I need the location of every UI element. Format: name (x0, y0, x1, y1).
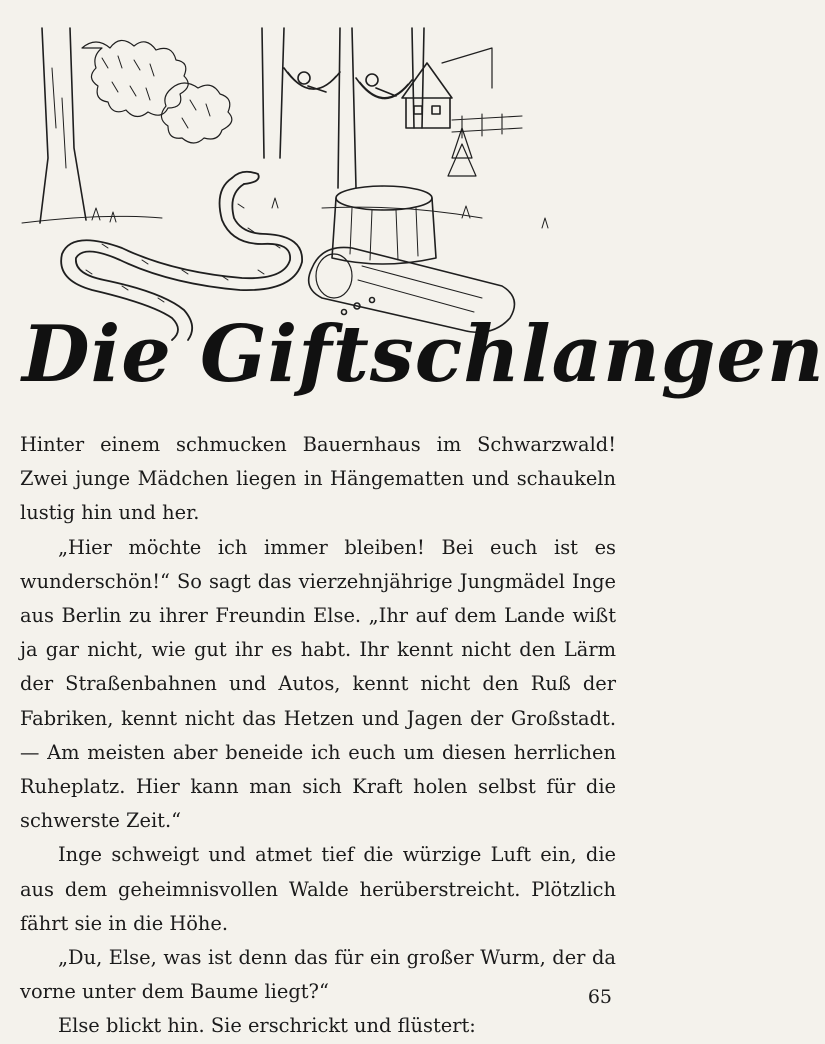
story-text (20, 428, 616, 1044)
paragraph: Else blickt hin. Sie erschrickt und flüstert: (58, 1014, 476, 1038)
story-title: Die Giftschlangen (22, 309, 825, 400)
forest-snake-illustration (22, 8, 582, 340)
paragraph: Hinter einem schmucken Bauernhaus im Schwarzwald! Zwei junge Mädchen liegen in Hängematten und schaukeln lustig hin und her. (20, 433, 616, 525)
paragraph: „Hier möchte ich immer bleiben! Bei euch ist es wunderschön!“ So sagt das vierzehnjährige Jungmädel Inge aus Berlin zu ihrer Freundin Else. „Ihr auf dem Lande wißt ja gar nicht, wie gut ihr es habt. Ihr kennt nicht den Lärm der Straßenbahnen und Autos, kennt nicht den Ruß der Fabriken, kennt nicht das Hetzen und Jagen der Großstadt. — Am meisten aber beneide ich euch um diesen herrlichen Ruheplatz. Hier kann man sich Kraft holen selbst für die schwerste Zeit.“ (20, 535, 616, 833)
paragraph: Inge schweigt und atmet tief die würzige Luft ein, die aus dem geheimnisvollen Walde herüberstreicht. Plötzlich fährt sie in die Höhe. (20, 843, 616, 935)
paragraph: „Du, Else, was ist denn das für ein großer Wurm, der da vorne unter dem Baume liegt?“ (20, 946, 616, 1004)
page-number: 65 (587, 986, 612, 1008)
